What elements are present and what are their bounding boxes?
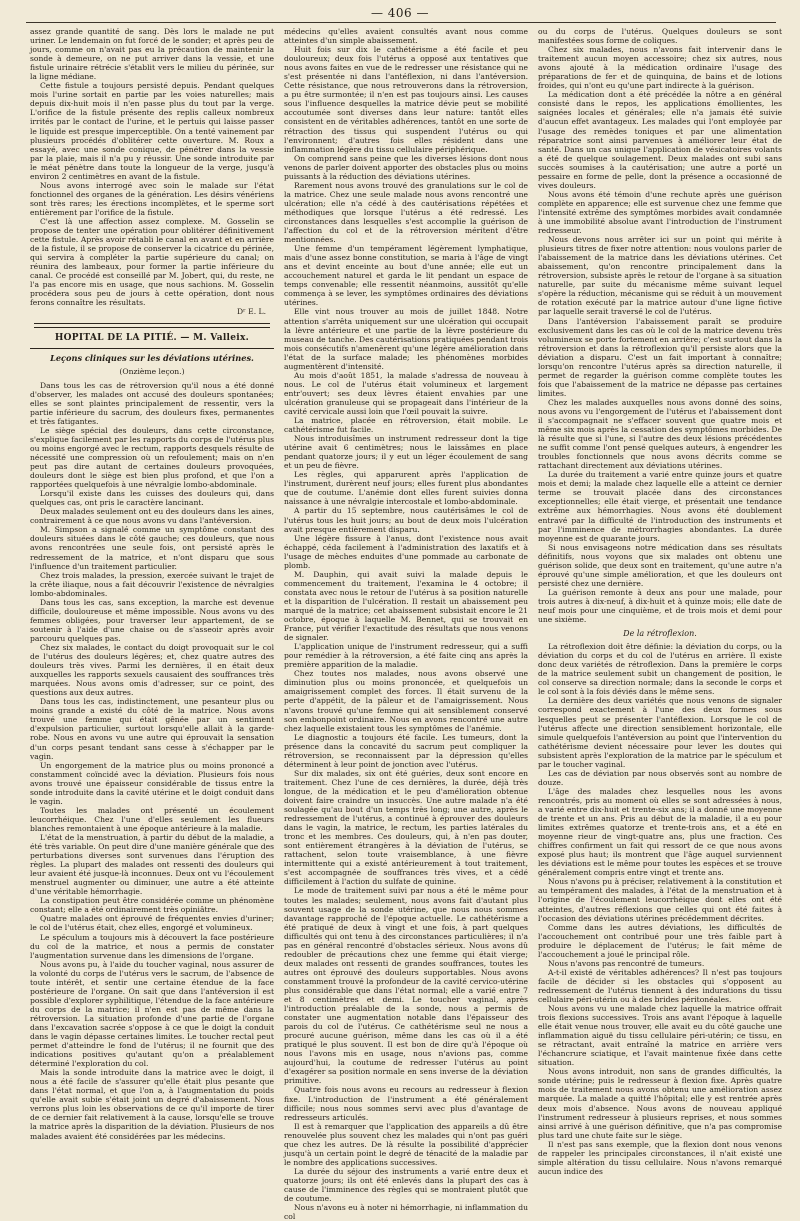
paragraph: L'état de la menstruation, à partir du début de la maladie, a été très variable. On peut dire d'une manière générale que des perturbations diverses sont survenues dans l'éruption des règles. La plupart des malades ont ressenti des douleurs qui leur avaient été jusque-là inconnues. Deux ont vu l'écoulement menstruel augmenter ou diminuer, une autre a été atteinte d'une véritable hémorrhagie. — [30, 832, 274, 897]
paragraph: Chez six malades, le contact du doigt provoquait sur le col de l'utérus des douleurs légères; et, chez quatre autres des douleurs très vives. Parmi les dernières, il en était deux auxquelles les rapports sexuels causaient des souffrances très marquées. Nous avons omis d'adresser, sur ce point, des questions aux deux autres. — [30, 643, 274, 698]
paragraph: Une légère fissure à l'anus, dont l'existence nous avait échappé, céda facilement à l'administration des laxatifs et à l'usage de mèches enduites d'une pommade au carbonate de plomb. — [284, 533, 528, 570]
paragraph: Nous n'avons eu à noter ni hémorrhagie, ni inflammation du col — [284, 1203, 528, 1221]
page-number: — 406 — — [370, 6, 430, 20]
paragraph: Nous avons été témoin d'une rechute après une guérison complète en apparence; elle est survenue chez une femme que l'intensité extrême des symptômes morbides avait condamnée à une immobilité absolue avant l'introduction de l'instrument redresseur. — [538, 189, 782, 236]
paragraph: Si nous envisageons notre médication dans ses résultats définitifs, nous voyons que six malades ont obtenu une guérison solide, que deux sont en traitement, qu'une autre n'a éprouvé qu'une simple amélioration, et que les douleurs ont persisté chez une dernière. — [538, 542, 782, 588]
paragraph: La matrice, placée en rétroversion, était mobile. Le cathétérisme fut facile. — [284, 416, 528, 435]
paragraph: Mais la sonde introduite dans la matrice avec le doigt, il nous a été facile de s'assurer qu'elle était plus pesante que dans l'état normal, et que l'on a, à l'augmentation du poids qu'elle avait subie s'était joint un degré d'abaissement. Nous verrons plus loin les observations de ce qu'il importe de tirer de ce dernier fait relativement à la cause, lorsqu'elle se trouve la matrice après la disparition de la déviation. Plusieurs de nos malades avaient été considérées par les médecins. — [30, 1068, 274, 1141]
paragraph: La durée du séjour des instruments a varié entre deux et quatorze jours; ils ont été enlevés dans la plupart des cas à cause de l'imminence des règles qui se montraient plutôt que de coutume. — [284, 1166, 528, 1204]
paragraph: M. Dauphin, qui avait suivi la malade depuis le commencement du traitement, l'examina le 4 octobre; il constata avec nous le retour de l'utérus à sa position naturelle et la disparition de l'ulcération. Il restait un abaissement peu marqué de la matrice; cet abaissement subsistait encore le 21 octobre, époque à laquelle M. Bennet, qui se trouvait en France, put vérifier l'exactitude des résultats que nous venons de signaler. — [284, 569, 528, 643]
paragraph: médecins qu'elles avaient consultés avant nous comme atteintes d'un simple abaissement. — [284, 27, 528, 46]
paragraph: On comprend sans peine que les diverses lésions dont nous venons de parler doivent apporter des obstacles plus ou moins puissants à la réduction des déviations utérines. — [284, 153, 528, 181]
paragraph: Nous n'avons pas rencontré de tumeurs. — [548, 958, 705, 968]
paragraph: Huit fois sur dix le cathétérisme a été facile et peu douloureux; deux fois l'utérus a opposé aux tentatives que nous avons faites en vue de le redresser une résistance qui ne s'est présentée ni dans l'antéflexion, ni dans l'antéversion. Cette résistance, que nous retrouverons dans la rétroversion, a pu être surmontée; il n'en est pas toujours ainsi. Les causes sous l'influence desquelles la matrice dévie peut se mobilité accoutumée sont diverses dans leur nature: tantôt elles consistent en de véritables adhérences, tantôt en une sorte de rétraction des tissus qui suspendent l'utérus ou qui l'environnent; d'autres fois elles résident dans une inflammation légère du tissu cellulaire périphérique. — [284, 45, 528, 154]
paragraph: Nous n'avons pu à préciser, relativement à la constitution et au tempérament des malades, à l'état de la menstruation et à l'origine de l'écoulement leucorrhéique dont elles ont été atteintes, d'autres réflexions que celles qui ont été faites à l'occasion des déviations utérines précédemment décrites. — [538, 877, 782, 923]
paragraph: Dans tous les cas, indistinctement, une pesanteur plus ou moins grande a existé du côté de la matrice. Nous avons trouvé une femme qui était gênée par un sentiment d'expulsion particulier, surtout lorsqu'elle allait à la garde-robe. Nous en avons vu une autre qui éprouvait la sensation d'un corps pesant tendant sans cesse à s'échapper par le vagin. — [30, 697, 274, 761]
paragraph: Le spéculum a toujours mis à découvert la face postérieure du col de la matrice, et nous a permis de constater l'augmentation survenue dans les dimensions de l'organe. — [30, 932, 274, 960]
paragraph: L'âge des malades chez lesquelles nous les avons rencontrés, pris au moment où elles se sont adressées à nous, a varié entre dix-huit et trente-six ans; il a donné une moyenne de trente et un ans. Pris au début de la maladie, il a eu pour limites extrêmes quatorze et trente-trois ans, et a été en moyenne rieur de vingt-quatre ans, plus une fraction. Ces chiffres confirment un fait qui ressort de ce que nous avons exposé plus haut; ils montrent que l'âge auquel surviennent les déviations est le même pour toutes les espèces et se trouve généralement compris entre vingt et trente ans. — [538, 786, 782, 878]
paragraph: Quatre malades ont éprouvé de fréquentes envies d'uriner; le col de l'utérus était, chez elles, engorgé et volumineux. — [30, 914, 274, 933]
paragraph: La guérison remonte à deux ans pour une malade, pour trois autres à dix-neuf, à dix-huit et à quinze mois; elle date de neuf mois pour une cinquième, et de trois mois et demi pour une sixième. — [538, 587, 782, 625]
paragraph: Il est à remarquer que l'application des appareils a dû être renouvelée plus souvent chez les malades qui n'ont pas guéri que chez les autres. De là résulte la possibilité d'apprécier jusqu'à un certain point le degré de ténacité de la maladie par le nombre des applications successives. — [284, 1121, 528, 1167]
paragraph: Comme dans les autres déviations, les difficultés de l'accouchement ont contribué pour une très faible part à produire le déplacement de l'utérus; le fait même de l'accouchement a joué le principal rôle. — [538, 922, 782, 959]
paragraph: Nous avons interrogé avec soin le malade sur l'état fonctionnel des organes de la génération. Les désirs vénériens sont très rares; les érections incomplètes, et le sperme sort entièrement par l'orifice de la fistule. — [30, 180, 274, 217]
paragraph: Toutes les malades ont présenté un écoulement leucorrhéique. Chez l'une d'elles seulement les flueurs blanches remontaient à une époque antérieure à la maladie. — [30, 805, 274, 833]
section-separator — [34, 323, 270, 328]
paragraph: Lorsqu'il existe dans les cuisses des douleurs qui, dans quelques cas, ont pris le caractère lancinant. — [30, 489, 274, 508]
section-subheading: De la rétroflexion. — [623, 629, 697, 639]
paragraph: A partir du 15 septembre, nous cautérisâmes le col de l'utérus tous les huit jours; au bout de deux mois l'ulcération avait presque entièrement disparu. — [284, 506, 528, 534]
paragraph: Le diagnostic a toujours été facile. Les tumeurs, dont la présence dans la concavité du sacrum peut compliquer la rétroversion, se reconnaissent par la dépression qu'elles déterminent à leur point de jonction avec l'utérus. — [284, 732, 528, 769]
lecture-title: Leçons cliniques sur les déviations utérines. — [50, 352, 254, 363]
paragraph: La dernière des deux variétés que nous venons de signaler correspond exactement à l'une des deux formes sous lesquelles peut se présenter l'antéflexion. Lorsque le col de l'utérus affecte une direction sensiblement horizontale, elle simule quelquefois l'antéversion au point que l'intervention du cathétérisme devient nécessaire pour lever les doutes qui subsistent après l'exploration de la matrice par le spéculum et par le toucher vaginal. — [538, 696, 782, 769]
paragraph: Dans tous les cas de rétroversion qu'il nous a été donné d'observer, les malades ont accusé des douleurs spontanées; elles se sont plaintes principalement de ressentir, vers la partie inférieure du sacrum, des douleurs fixes, permanentes et très fatigantes. — [30, 380, 274, 426]
paragraph: Quatre fois nous avons eu recours au redresseur à flexion fixe. L'introduction de l'instrument a été généralement difficile; nous nous sommes servi avec plus d'avantage de redresseurs articulés. — [284, 1085, 528, 1122]
paragraph: M. Simpson a signalé comme un symptôme constant des douleurs situées dans le côté gauche; ces douleurs, que nous avons rencontrées une seule fois, ont persisté après le redressement de la matrice, et n'ont disparu que sous l'influence d'un traitement particulier. — [30, 525, 274, 571]
paragraph: assez grande quantité de sang. Dès lors le malade ne put uriner. Le lendemain on fut forcé de le sonder; et après peu de jours, comme on n'avait pas eu la précaution de maintenir la sonde à demeure, on ne put arriver dans la vessie, et une fistule urinaire rétrécie s'établit vers le milieu du périnée, sur la ligne médiane. — [30, 27, 274, 82]
column-2 — [284, 27, 528, 1221]
paragraph: Chez trois malades, la pression, exercée suivant le trajet de la crête iliaque, nous a fait découvrir l'existence de névralgies lombo-abdominales. — [30, 570, 274, 598]
paragraph: Nous devons nous arrêter ici sur un point qui mérite à plusieurs titres de fixer notre attention: nous voulons parler de l'abaissement de la matrice dans les déviations utérines. Cet abaissement, qu'on rencontre principalement dans la rétroversion, subsiste après le retour de l'organe à sa situation naturelle, par suite du mécanisme même suivant lequel s'opère la réduction, mécanisme qui se réduit à un mouvement de rotation exécuté par la matrice autour d'une ligne fictive par laquelle serait traversé le col de l'utérus. — [538, 235, 782, 317]
paragraph: La rétroflexion doit être définie: la déviation du corps, ou la déviation du corps et du col de l'utérus en arrière. Il existe donc deux variétés de rétroflexion. Dans la première le corps de la matrice seulement subit un changement de position, le col conserve sa direction normale; dans la seconde le corps et le col sont à la fois déviés dans le même sens. — [538, 642, 782, 697]
heading-rule — [30, 348, 274, 349]
paragraph: Chez les malades auxquelles nous avons donné des soins, nous avons vu l'engorgement de l'utérus et l'abaissement dont il s'accompagnait ne s'effacer souvent que quatre mois et même six mois après la cessation des symptômes morbides. De là résulte que si l'une, si l'autre des deux lésions précédentes ne suffit comme l'ont pensé quelques auteurs, à engendrer les troubles fonctionnels que nous avons décrits comme se rattachant directement aux déviations utérines. — [538, 397, 782, 471]
signature: Dʳ E. L. — [237, 307, 266, 317]
paragraph: La constipation peut être considérée comme un phénomène constant; elle a été ordinairement très opiniâtre. — [30, 896, 274, 915]
paragraph: L'application unique de l'instrument redresseur, qui a suffi pour remédier à la rétroversion, a été faite cinq ans après la première apparition de la maladie. — [284, 642, 528, 670]
paragraph: Nous avons vu une malade chez laquelle la matrice offrait trois flexions successives. Trois ans avant l'époque à laquelle elle était venue nous trouver, elle avait eu du côté gauche une inflammation aiguë du tissu cellulaire péri-utérin; ce tissu, en se rétractant, avait entraîné la matrice en arrière vers l'échancrure sciatique, et l'avait maintenue fixée dans cette situation. — [538, 1004, 782, 1068]
paragraph: Il n'est pas sans exemple, que la flexion dont nous venons de rappeler les principales circonstances, il n'ait existé une simple altération du tissu cellulaire. Nous n'avons remarqué aucun indice des — [538, 1139, 782, 1176]
lecture-number: (Onzième leçon.) — [119, 366, 185, 376]
paragraph: A-t-il existé de véritables adhérences? Il n'est pas toujours facile de décider si les obstacles qui s'opposent au redressement de l'utérus tiennent à des indurations du tissu cellulaire péri-utérin ou à des brides péritonéales. — [538, 967, 782, 1004]
paragraph: Rarement nous avons trouvé des granulations sur le col de la matrice. Chez une seule malade nous avons rencontré une ulcération; elle n'a cédé à des cautérisations répétées et méthodiques que lorsque l'utérus a été redressé. Les circonstances dans lesquelles s'est accomplie la guérison de l'affection du col et de la rétroversion méritent d'être mentionnées. — [284, 180, 528, 245]
column-1 — [30, 27, 274, 1157]
paragraph: Les règles, qui apparurent après l'application de l'instrument, durèrent neuf jours; elles furent plus abondantes que de coutume. L'anémie dont elles furent suivies donna naissance à une névralgie intercostale et lombo-abdominale. — [284, 470, 528, 507]
paragraph: Sur dix malades, six ont été guéries, deux sont encore en traitement. Chez l'une de ces dernières, la durée, déjà très longue, de la médication et le peu d'amélioration obtenue doivent faire craindre un insuccès. Une autre malade n'a été soulagée qu'au bout d'un temps très long; une autre, après le redressement de l'utérus, a continué à éprouver des douleurs dans le vagin, la matrice, le rectum, les parties latérales du tronc et les membres. Ces douleurs, qui, à n'en pas douter, sont entièrement étrangères à la déviation de l'utérus, se rattachent, selon toute vraisemblance, à une fièvre intermittente qui a existé antérieurement à tout traitement, s'est accompagnée de souffrances très vives, et a cédé difficilement à l'action du sulfate de quinine. — [284, 768, 528, 887]
paragraph: La durée du traitement a varié entre quinze jours et quatre mois et demi; la malade chez laquelle elle a atteint ce dernier terme se trouvait placée dans des circonstances exceptionnelles; elle était vierge, et présentait une tendance extrême aux hémorrhagies. Nous avons été doublement entravé par la difficulté de l'introduction des instruments et par l'imminence de métrorrhagies abondantes. La durée moyenne est de quarante jours. — [538, 470, 782, 543]
paragraph: Elle vint nous trouver au mois de juillet 1848. Notre attention s'arrêta uniquement sur une ulcération qui occupait la lèvre antérieure et une partie de la lèvre postérieure du museau de tanche. Des cautérisations pratiquées pendant trois mois consécutifs n'amenèrent qu'une légère amélioration dans l'état de la surface malade; les phénomènes morbides augmentèrent d'intensité. — [284, 307, 528, 371]
paragraph: Les cas de déviation par nous observés sont au nombre de douze. — [538, 768, 782, 787]
paragraph: Deux malades seulement ont eu des douleurs dans les aines, contrairement à ce que nous avons vu dans l'antéversion. — [30, 507, 274, 526]
paragraph: Le mode de traitement suivi par nous a été le même pour toutes les malades; seulement, nous avons fait d'autant plus souvent usage de la sonde utérine, que nous nous sommes davantage rapproché de l'époque actuelle. Le cathétérisme a été pratiqué de deux à vingt et une fois, à part quelques difficultés qui ont tenu à des circonstances particulières; il n'a pas en général rencontré d'obstacles sérieux. Nous avons dû redoubler de précautions chez une femme qui était vierge; deux malades ont ressenti de grandes souffrances, toutes les autres ont éprouvé des douleurs supportables. Nous avons constamment trouvé la profondeur de la cavité cervico-utérine plus considérable que dans l'état normal; elle a varié entre 7 et 8 centimètres et demi. Le toucher vaginal, après l'introduction préalable de la sonde, nous a permis de constater une augmentation notable dans l'épaisseur des parois du col de l'utérus. Ce cathétérisme seul ne nous a procuré aucune guérison, même dans les cas où il a été pratiqué le plus souvent. Il est bon de dire qu'à l'époque où nous l'avons mis en usage, nous n'avions pas, comme aujourd'hui, la coutume de redresser l'utérus au point d'exagérer sa position normale en sens inverse de la déviation primitive. — [284, 886, 528, 1086]
paragraph: ou du corps de l'utérus. Quelques douleurs se sont manifestées sous forme de coliques. — [538, 27, 782, 46]
paragraph: Une femme d'un tempérament légèrement lymphatique, mais d'une assez bonne constitution, se maria à l'âge de vingt ans et devint enceinte au bout d'une année; elle eut un accouchement naturel et garda le lit pendant un espace de temps convenable; elle ressentit néanmoins, aussitôt qu'elle commença à se lever, les symptômes ordinaires des déviations utérines. — [284, 244, 528, 308]
paragraph: Chez six malades, nous n'avons fait intervenir dans le traitement aucun moyen accessoire; chez six autres, nous avons ajouté à la médication ordinaire l'usage des préparations de fer et de quinquina, de bains et de lotions froides, qui n'ont eu qu'une part indirecte à la guérison. — [538, 45, 782, 91]
paragraph: La médication dont a été précédée la nôtre a en général consisté dans le repos, les applications émollientes, les saignées locales et générales; elle n'a jamais été suivie d'aucun effet avantageux. Les malades qui l'ont employée par l'usage des remèdes toniques et par une alimentation réparatrice sont ainsi parvenues à améliorer leur état de santé. Dans un cas unique l'application de vésicatoires volants a été de quelque soulagement. Deux malades ont subi sans succès soumises à la cautérisation; une autre a porté un pessaire en forme de pelle, dont la présence a occasionné de vives douleurs. — [538, 90, 782, 190]
paragraph: Nous avons introduit, non sans de grandes difficultés, la sonde utérine; puis le redresseur à flexion fixe. Après quatre mois de traitement nous avons obtenu une amélioration assez marquée. La malade a quitté l'hôpital; elle y est rentrée après deux mois d'absence. Nous avons de nouveau appliqué l'instrument redresseur à plusieurs reprises, et nous sommes ainsi arrivé à une guérison définitive, que n'a pas compromise plus tard une chute faite sur le siège. — [538, 1067, 782, 1140]
paragraph: Au mois d'août 1851, la malade s'adressa de nouveau à nous. Le col de l'utérus était volumineux et largement entr'ouvert; ses deux lèvres étaient envahies par une ulcération granuleuse qui se propageait dans l'intérieur de la cavité cervicale aussi loin que l'œil pouvait la suivre. — [284, 370, 528, 416]
paragraph: Dans l'antéversion l'abaissement paraît se produire exclusivement dans les cas où le col de la matrice devenu très volumineux se porte fortement en arrière; c'est surtout dans la rétroversion et dans la rétroflexion qu'il persiste alors que la déviation a disparu. C'est un fait important à connaître; lorsqu'on rencontre l'utérus après sa direction naturelle, il permet de regarder la guérison comme complète toutes les fois que l'abaissement de la matrice ne dépasse pas certaines limites. — [538, 316, 782, 398]
paragraph: Nous introduisîmes un instrument redresseur dont la tige utérine avait 6 centimètres; nous le laissâmes en place pendant quatorze jours; il y eut un léger écoulement de sang et un peu de fièvre. — [284, 434, 528, 471]
hospital-heading: HOPITAL DE LA PITIÉ. — M. Valleix. — [54, 332, 250, 343]
paragraph: C'est là une affection assez complexe. M. Gosselin se propose de tenter une opération pour oblitérer définitivement cette fistule. Après avoir rétabli le canal en avant et en arrière de la fistule, il se propose de conserver la cicatrice du périnée, qui servira à compléter la partie supérieure du canal; on réunira des lambeaux, pour former la partie inférieure du canal. Ce procédé est conseillé par M. Jobert, qui, du reste, ne l'a pas encore mis en usage, que nous sachions. M. Gosselin procédera sous peu de jours à cette opération, dont nous ferons connaître les résultats. — [30, 216, 274, 308]
paragraph: Le siège spécial des douleurs, dans cette circonstance, s'explique facilement par les rapports du corps de l'utérus plus ou moins engorgé avec le rectum, rapports desquels résulte de nécessité une compression où un refoulement; mais on n'en peut pas dire autant de certaines douleurs provoquées, douleurs dont le siège est bien plus profond, et que l'on a rapportées quelquefois à une névralgie lombo-abdominale. — [30, 425, 274, 490]
paragraph: Cette fistule a toujours persisté depuis. Pendant quelques mois l'urine sortait en partie par les voies naturelles; mais depuis dix-huit mois il n'en passe plus du tout par la verge. L'orifice de la fistule présente des replis calleux nombreux irrités par le contact de l'urine, et le pertuis qui laisse passer le liquide est presque imperceptible. On a tenté vainement par plusieurs procédés d'oblitérer cette ouverture. M. Roux a essayé, avec une sonde conique, de pénétrer dans la vessie par la plaie, mais il n'a pu y réussir. Une sonde introduite par le méat pénètre dans toute la longueur de la verge, jusqu'à environ 2 centimètres en avant de la fistule. — [30, 81, 274, 181]
paragraph: Un engorgement de la matrice plus ou moins prononcé a constamment coïncidé avec la déviation. Plusieurs fois nous avons trouvé une épaisseur considérable de tissus entre la sonde introduite dans la cavité utérine et le doigt conduit dans le vagin. — [30, 760, 274, 806]
column-3 — [538, 27, 782, 1176]
paragraph: Chez toutes nos malades, nous avons observé une diminution plus ou moins prononcée, et quelquefois un amaigrissement complet des forces. Il était survenu de la perte d'appétit, de la pâleur et de l'amaigrissement. Nous n'avons trouvé qu'une femme qui ait sensiblement conservé son embonpoint ordinaire. Nous en avons rencontré une autre chez laquelle existaient tous les symptômes de l'anémie. — [284, 669, 528, 733]
paragraph: Dans tous les cas, sans exception, la marche est devenue difficile, douloureuse et même impossible. Nous avons vu des femmes obligées, pour traverser leur appartement, de se soutenir à l'aide d'une chaise ou de s'asseoir après avoir parcouru quelques pas. — [30, 597, 274, 643]
top-rule — [26, 22, 776, 23]
paragraph: Nous avons pu, à l'aide du toucher vaginal, nous assurer de la volonté du corps de l'utérus vers le sacrum, de l'absence de toute intérêt, et sentir une certaine étendue de la face postérieure de l'organe. On sait que dans l'antéversion il est possible d'explorer syphilitique, l'étendue de la face antérieure du corps de la matrice; il n'en est pas de même dans la rétroversion. La situation profonde d'une partie de l'organe dans l'excavation sacrée s'oppose à ce que le doigt la conduit dans le vagin dépasse certaines limites. Le toucher rectal peut permet d'atteindre le fond de l'utérus; il ne fournit que des indications positives qu'autant qu'on a préalablement déterminé l'exploration du col. — [30, 959, 274, 1069]
